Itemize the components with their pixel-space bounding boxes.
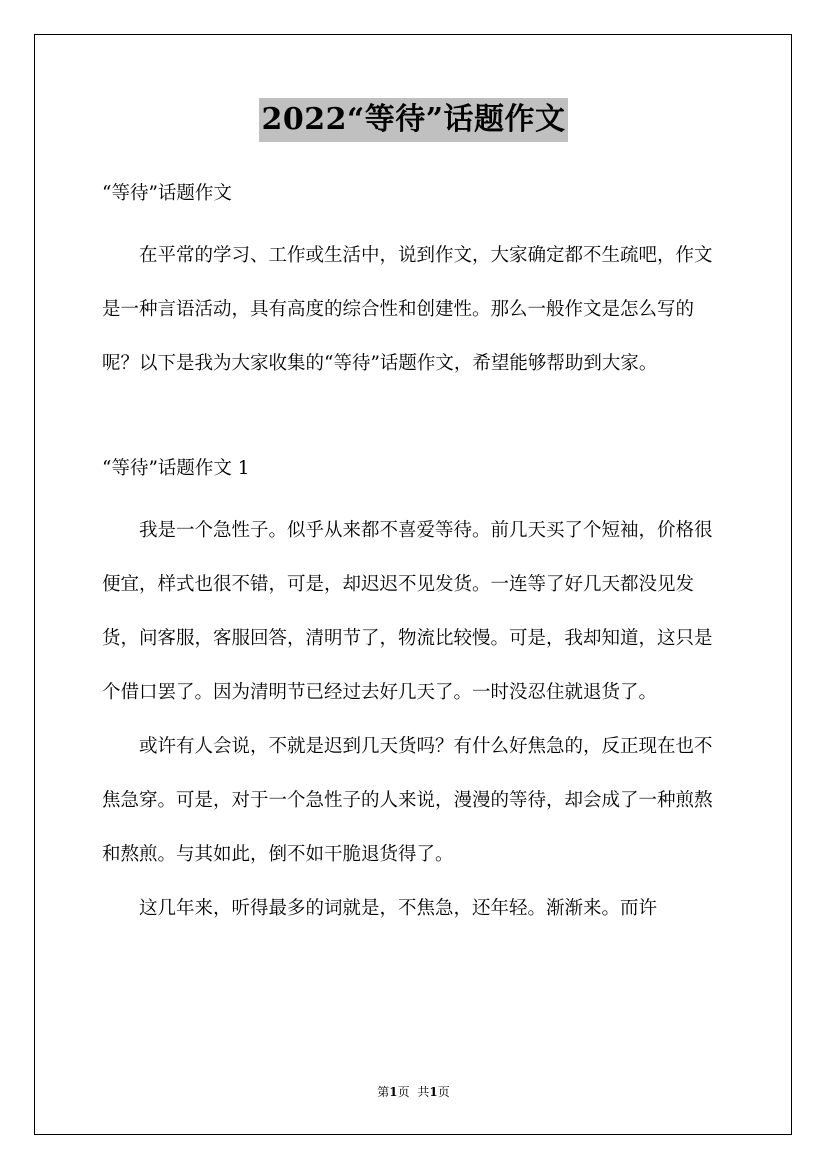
section-heading: “等待”话题作文 1 (102, 458, 250, 479)
document-body (102, 176, 730, 936)
total-suffix: 页 (437, 1085, 450, 1099)
intro-paragraph: 在平常的学习、工作或生活中，说到作文，大家确定都不生疏吧，作文是一种言语活动，具有高度的综合性和创建性。那么一般作文是怎么写的呢？以下是我为大家收集的“等待”话题作文，希望能够帮助到大家。 (102, 245, 713, 374)
article-heading: “等待”话题作文 (102, 183, 232, 204)
page-footer (0, 1084, 827, 1100)
document-title-text: 2022“等待”话题作文 (259, 98, 567, 142)
total-pages: 1 (429, 1085, 438, 1099)
page-number: 1 (389, 1085, 398, 1099)
page-suffix: 页 (397, 1085, 410, 1099)
page-prefix: 第 (377, 1085, 390, 1099)
body-paragraph-2: 或许有人会说，不就是迟到几天货吗？有什么好焦急的，反正现在也不焦急穿。可是，对于一个急性子的人来说，漫漫的等待，却会成了一种煎熬和熬煎。与其如此，倒不如干脆退货得了。 (102, 736, 713, 865)
body-paragraph-3: 这几年来，听得最多的词就是，不焦急，还年轻。渐渐来。而许 (139, 898, 658, 919)
document-title (0, 98, 827, 142)
total-prefix: 共 (417, 1085, 430, 1099)
body-paragraph-1: 我是一个急性子。似乎从来都不喜爱等待。前几天买了个短袖，价格很便宜，样式也很不错，可是，却迟迟不见发货。一连等了好几天都没见发货，问客服，客服回答，清明节了，物流比较慢。可是，我却知道，这只是个借口罢了。因为清明节已经过去好几天了。一时没忍住就退货了。 (102, 520, 713, 703)
